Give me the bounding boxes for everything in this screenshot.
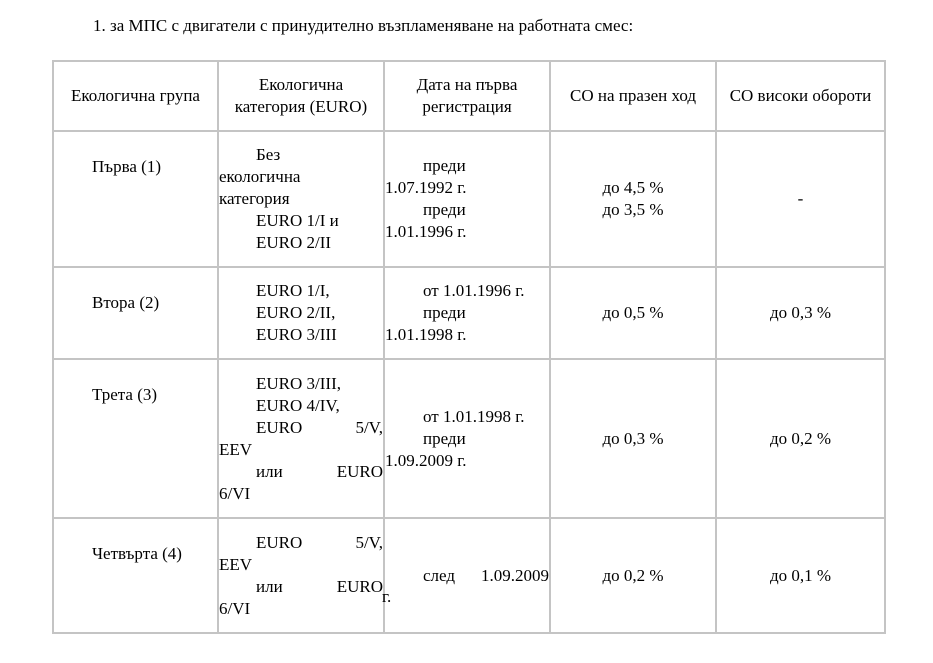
header-registration-date: Дата на първа регистрация (384, 61, 550, 131)
emissions-table (52, 60, 886, 634)
category-cell: EURO 3/III, EURO 4/IV, EURO 5/V, EEV или EURO 6/VI (218, 359, 384, 518)
category-cell: EURO 5/V, EEV или EURO 6/VI (218, 518, 384, 633)
header-co-high-rpm: CO високи обороти (716, 61, 885, 131)
header-category: Екологична категория (EURO) (218, 61, 384, 131)
table-row (53, 131, 885, 267)
table-row (53, 267, 885, 359)
co-high-cell: - (716, 131, 885, 267)
co-idle-cell: до 0,3 % (550, 359, 716, 518)
co-idle-cell: до 0,2 % (550, 518, 716, 633)
co-high-cell: до 0,2 % (716, 359, 885, 518)
date-cell: от 1.01.1996 г. преди 1.01.1998 г. (384, 267, 550, 359)
co-high-cell: до 0,3 % (716, 267, 885, 359)
table-row (53, 518, 885, 633)
co-idle-cell: до 4,5 % до 3,5 % (550, 131, 716, 267)
date-cell: преди 1.07.1992 г. преди 1.01.1996 г. (384, 131, 550, 267)
table-row (53, 359, 885, 518)
header-co-idle: CO на празен ход (550, 61, 716, 131)
section-heading: 1. за МПС с двигатели с принудително възпламеняване на работната смес: (93, 16, 634, 35)
header-group: Екологична група (53, 61, 218, 131)
group-cell: Четвърта (4) (53, 518, 218, 633)
date-cell: от 1.01.1998 г. преди 1.09.2009 г. (384, 359, 550, 518)
date-cell: след 1.09.2009 г. (384, 518, 550, 633)
group-cell: Втора (2) (53, 267, 218, 359)
category-cell: EURO 1/I, EURO 2/II, EURO 3/III (218, 267, 384, 359)
group-cell: Първа (1) (53, 131, 218, 267)
co-high-cell: до 0,1 % (716, 518, 885, 633)
category-cell: Без екологична категория EURO 1/I и EURO 2/II (218, 131, 384, 267)
group-cell: Трета (3) (53, 359, 218, 518)
co-idle-cell: до 0,5 % (550, 267, 716, 359)
table-header-row (53, 61, 885, 131)
